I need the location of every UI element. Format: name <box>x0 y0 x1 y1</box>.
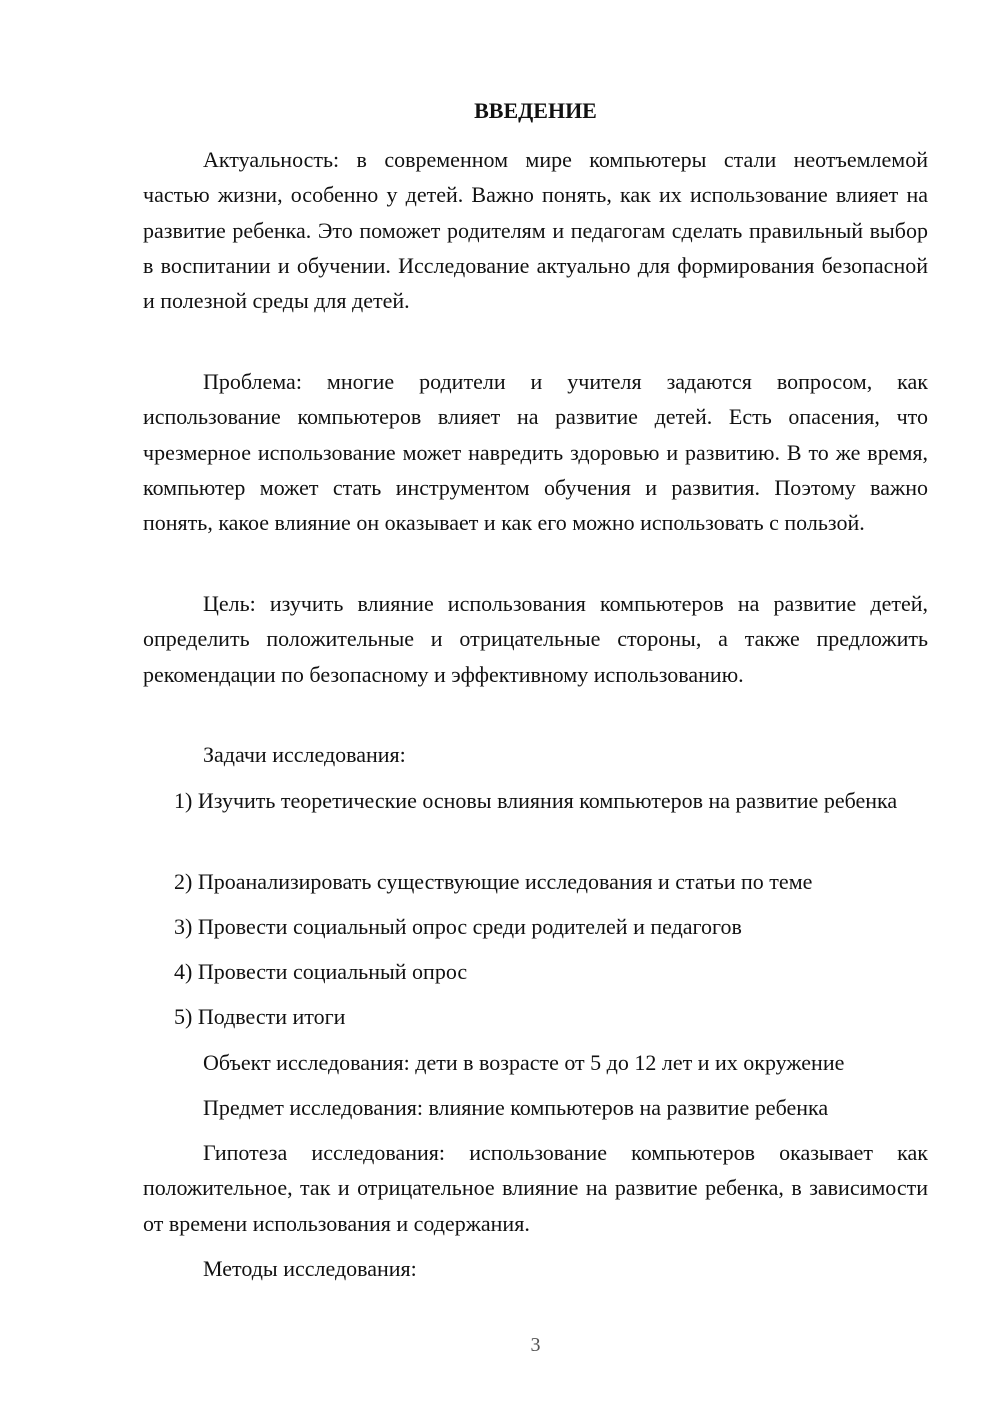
task-item-4: 4) Провести социальный опрос <box>174 959 468 984</box>
task-item-1: 1) Изучить теоретические основы влияния компьютеров на развитие ребенка <box>174 788 898 813</box>
page-number: 3 <box>530 1334 541 1356</box>
hypothesis-paragraph: Гипотеза исследования: использование компьютеров оказывает как положительное, так и отрицательное влияние на развитие ребенка, в зависимости от времени использования и содержания. <box>143 1140 928 1236</box>
goal-paragraph: Цель: изучить влияние использования компьютеров на развитие детей, определить положительные и отрицательные стороны, а также предложить рекомендации по безопасному и эффективному использованию. <box>143 591 928 687</box>
page-title: ВВЕДЕНИЕ <box>474 98 597 123</box>
task-item-3: 3) Провести социальный опрос среди родителей и педагогов <box>174 914 742 939</box>
subject-paragraph: Предмет исследования: влияние компьютеров на развитие ребенка <box>203 1095 829 1120</box>
tasks-heading: Задачи исследования: <box>203 742 406 767</box>
task-item-5: 5) Подвести итоги <box>174 1004 346 1029</box>
document-page <box>143 0 928 1414</box>
task-item-2: 2) Проанализировать существующие исследования и статьи по теме <box>174 869 813 894</box>
object-paragraph: Объект исследования: дети в возрасте от 5 до 12 лет и их окружение <box>203 1050 845 1075</box>
problem-paragraph: Проблема: многие родители и учителя задаются вопросом, как использование компьютеров влияет на развитие детей. Есть опасения, что чрезмерное использование может навредить здоровью и развитию. В то же время, компьютер может стать инструментом обучения и развития. Поэтому важно понять, какое влияние он оказывает и как его можно использовать с пользой. <box>143 369 928 536</box>
relevance-paragraph: Актуальность: в современном мире компьютеры стали неотъемлемой частью жизни, особенно у детей. Важно понять, как их использование влияет на развитие ребенка. Это поможет родителям и педагогам сделать правильный выбор в воспитании и обучении. Исследование актуально для формирования безопасной и полезной среды для детей. <box>143 147 928 314</box>
methods-heading: Методы исследования: <box>203 1256 417 1281</box>
